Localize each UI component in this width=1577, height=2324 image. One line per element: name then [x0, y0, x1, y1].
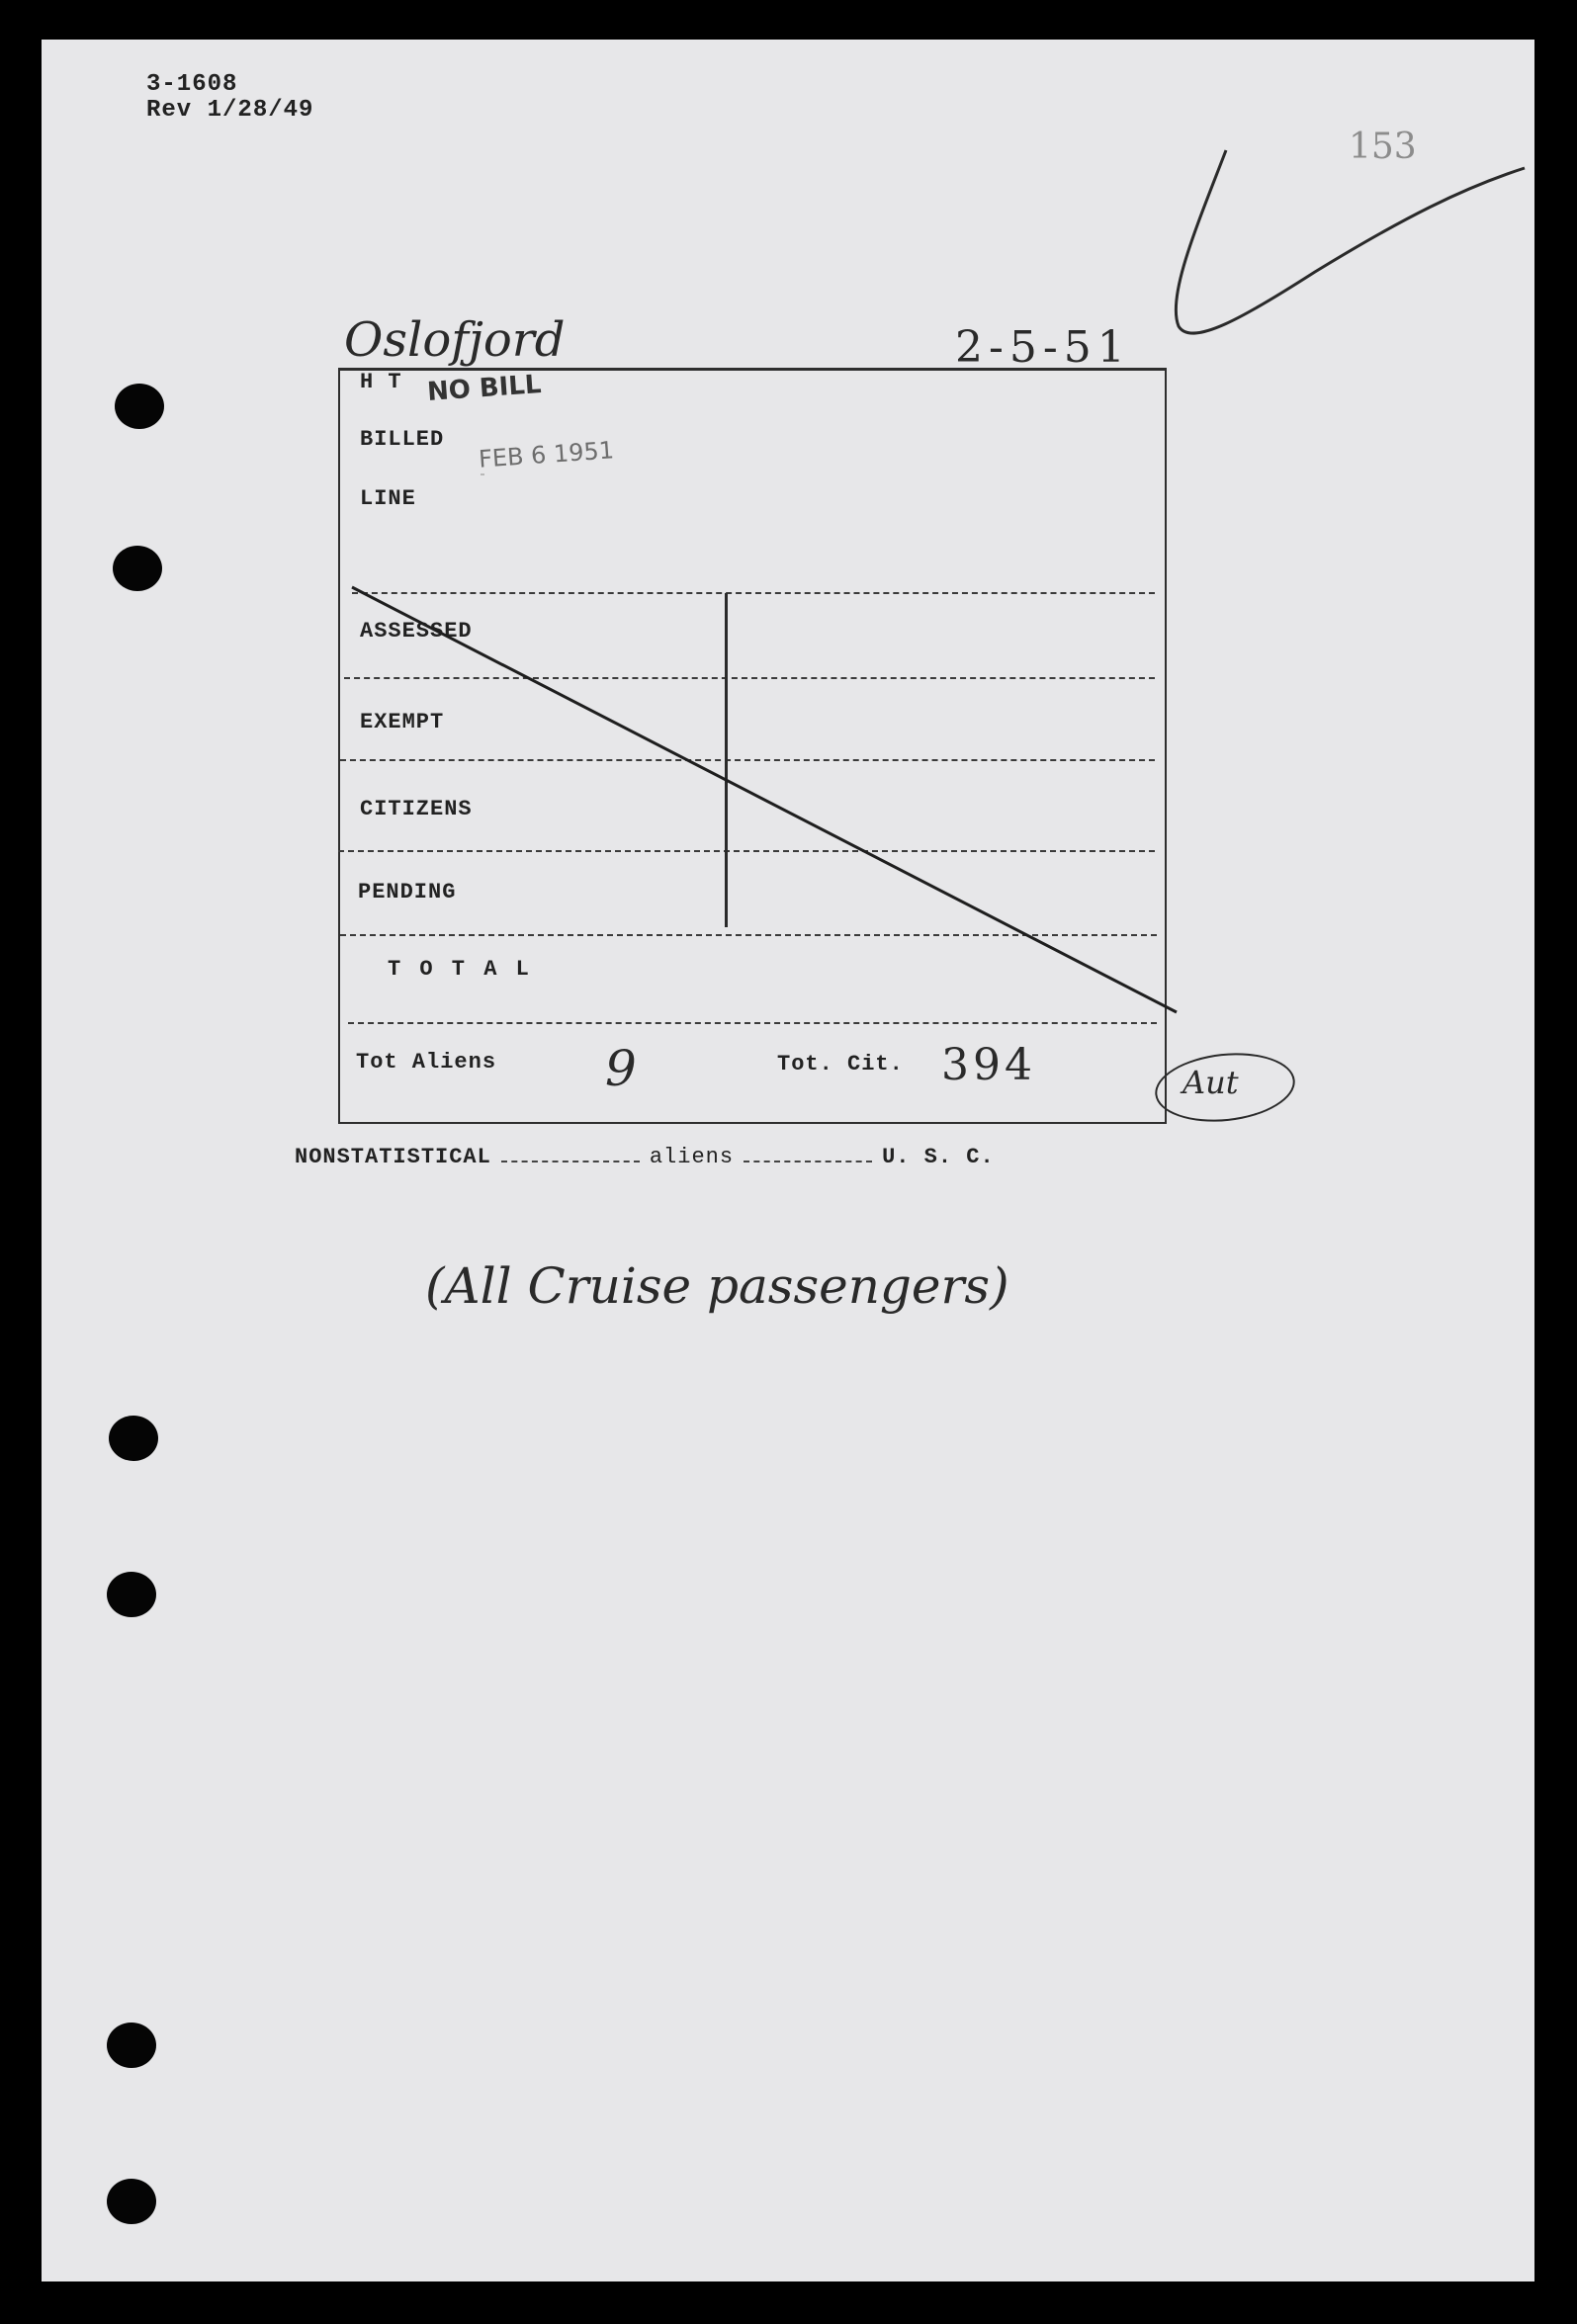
nonstatistical-label: NONSTATISTICAL [295, 1145, 491, 1169]
page-number: 153 [1349, 127, 1417, 167]
tot-cit-label: Tot. Cit. [777, 1052, 904, 1076]
total-label: T O T A L [388, 957, 532, 982]
assessed-label: ASSESSED [360, 619, 473, 644]
pending-label: PENDING [358, 880, 457, 904]
aliens-label: aliens [649, 1145, 735, 1169]
usc-label: U. S. C. [882, 1145, 995, 1169]
ship-name: Oslofjord [344, 312, 566, 368]
initials: Aut [1183, 1064, 1239, 1101]
tot-aliens-value: 9 [605, 1040, 637, 1097]
citizens-label: CITIZENS [360, 797, 473, 821]
arrival-date: 2-5-51 [955, 322, 1131, 373]
billed-label: BILLED [360, 427, 445, 452]
tot-aliens-label: Tot Aliens [356, 1050, 497, 1075]
cancel-stroke [352, 587, 1177, 1012]
form-revision: Rev 1/28/49 [146, 97, 314, 124]
ht-label: H T [360, 370, 402, 394]
line-label: LINE [360, 486, 416, 511]
handwritten-note: (All Cruise passengers) [425, 1257, 1009, 1315]
no-bill-stamp: NO BILL [426, 370, 543, 407]
exempt-label: EXEMPT [360, 710, 445, 734]
form-number: 3-1608 [146, 71, 238, 98]
tot-cit-value: 394 [941, 1040, 1036, 1090]
date-stamp: FEB 6 1951 [478, 436, 615, 473]
checkmark-stroke [1176, 150, 1525, 333]
